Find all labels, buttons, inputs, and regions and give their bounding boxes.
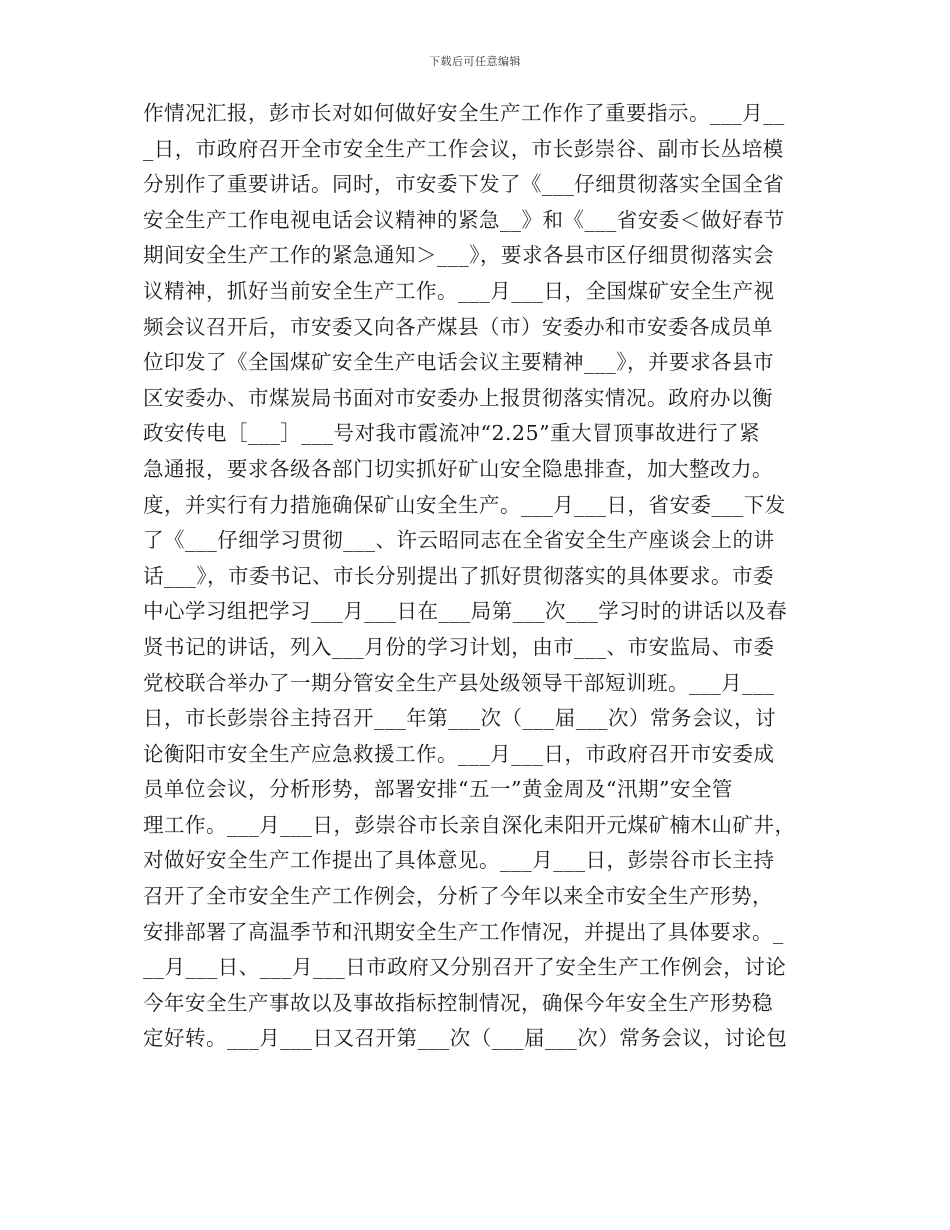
text-line: 急通报，要求各级各部门切实抓好矿山安全隐患排查，加大整改力。 [143, 456, 773, 481]
text-line: 贤书记的讲话，列入___月份的学习计划，由市___、市安监局、市委 [143, 634, 775, 659]
text-line: 分别作了重要讲话。同时，市安委下发了《___仔细贯彻落实全国全省 [143, 172, 785, 197]
text-line: 理工作。___月___日，彭崇谷市长亲自深化耒阳开元煤矿楠木山矿井， [143, 812, 796, 837]
text-line: 员单位会议，分析形势，部署安排“五一”黄金周及“汛期”安全管 [143, 777, 733, 802]
text-line: 中心学习组把学习___月___日在___局第___次___学习时的讲话以及春 [143, 599, 788, 624]
text-line: 话___》，市委书记、市长分别提出了抓好贯彻落实的具体要求。市委 [143, 563, 774, 588]
text-line: 论衡阳市安全生产应急救援工作。___月___日，市政府召开市安委成 [143, 741, 775, 766]
body-text [143, 96, 823, 1057]
text-line: 安全生产工作电视电话会议精神的紧急__》和《___省安委＜做好春节 [143, 207, 785, 232]
text-line: 安排部署了高温季节和汛期安全生产工作情况，并提出了具体要求。_ [143, 919, 784, 944]
text-line: 了《___仔细学习贯彻___、许云昭同志在全省安全生产座谈会上的讲 [143, 528, 775, 553]
text-line: __月___日、___月___日市政府又分别召开了安全生产工作例会，讨论 [143, 955, 787, 980]
text-line: _日，市政府召开全市安全生产工作会议，市长彭崇谷、副市长丛培模 [143, 136, 784, 161]
page-header: 下载后可任意编辑 [429, 55, 521, 68]
text-line: 对做好安全生产工作提出了具体意见。___月___日，彭崇谷市长主持 [143, 848, 775, 873]
text-line: 今年安全生产事故以及事故指标控制情况，确保今年安全生产形势稳 [143, 990, 773, 1015]
text-line: 定好转。___月___日又召开第___次（___届___次）常务会议，讨论包 [143, 1026, 788, 1051]
text-line: 召开了全市安全生产工作例会，分析了今年以来全市安全生产形势， [143, 884, 773, 909]
text-line: 日，市长彭崇谷主持召开___年第___次（___届___次）常务会议，讨 [143, 706, 776, 731]
text-line: 度，并实行有力措施确保矿山安全生产。___月___日，省安委___下发 [143, 492, 786, 517]
text-line: 议精神，抓好当前安全生产工作。___月___日，全国煤矿安全生产视 [143, 278, 775, 303]
text-line: 政安传电［___］___号对我市霞流冲“2.25”重大冒顶事故进行了紧 [143, 421, 761, 446]
text-line: 期间安全生产工作的紧急通知＞___》，要求各县市区仔细贯彻落实会 [143, 243, 774, 268]
text-line: 作情况汇报，彭市长对如何做好安全生产工作作了重要指示。___月__ [143, 101, 785, 125]
text-line: 频会议召开后，市安委又向各产煤县（市）安委办和市安委各成员单 [143, 314, 773, 339]
text-line: 位印发了《全国煤矿安全生产电话会议主要精神___》，并要求各县市 [143, 350, 774, 375]
text-line: 党校联合举办了一期分管安全生产县处级领导干部短训班。___月___ [143, 670, 775, 695]
text-line: 区安委办、市煤炭局书面对市安委办上报贯彻落实情况。政府办以衡 [143, 385, 773, 410]
